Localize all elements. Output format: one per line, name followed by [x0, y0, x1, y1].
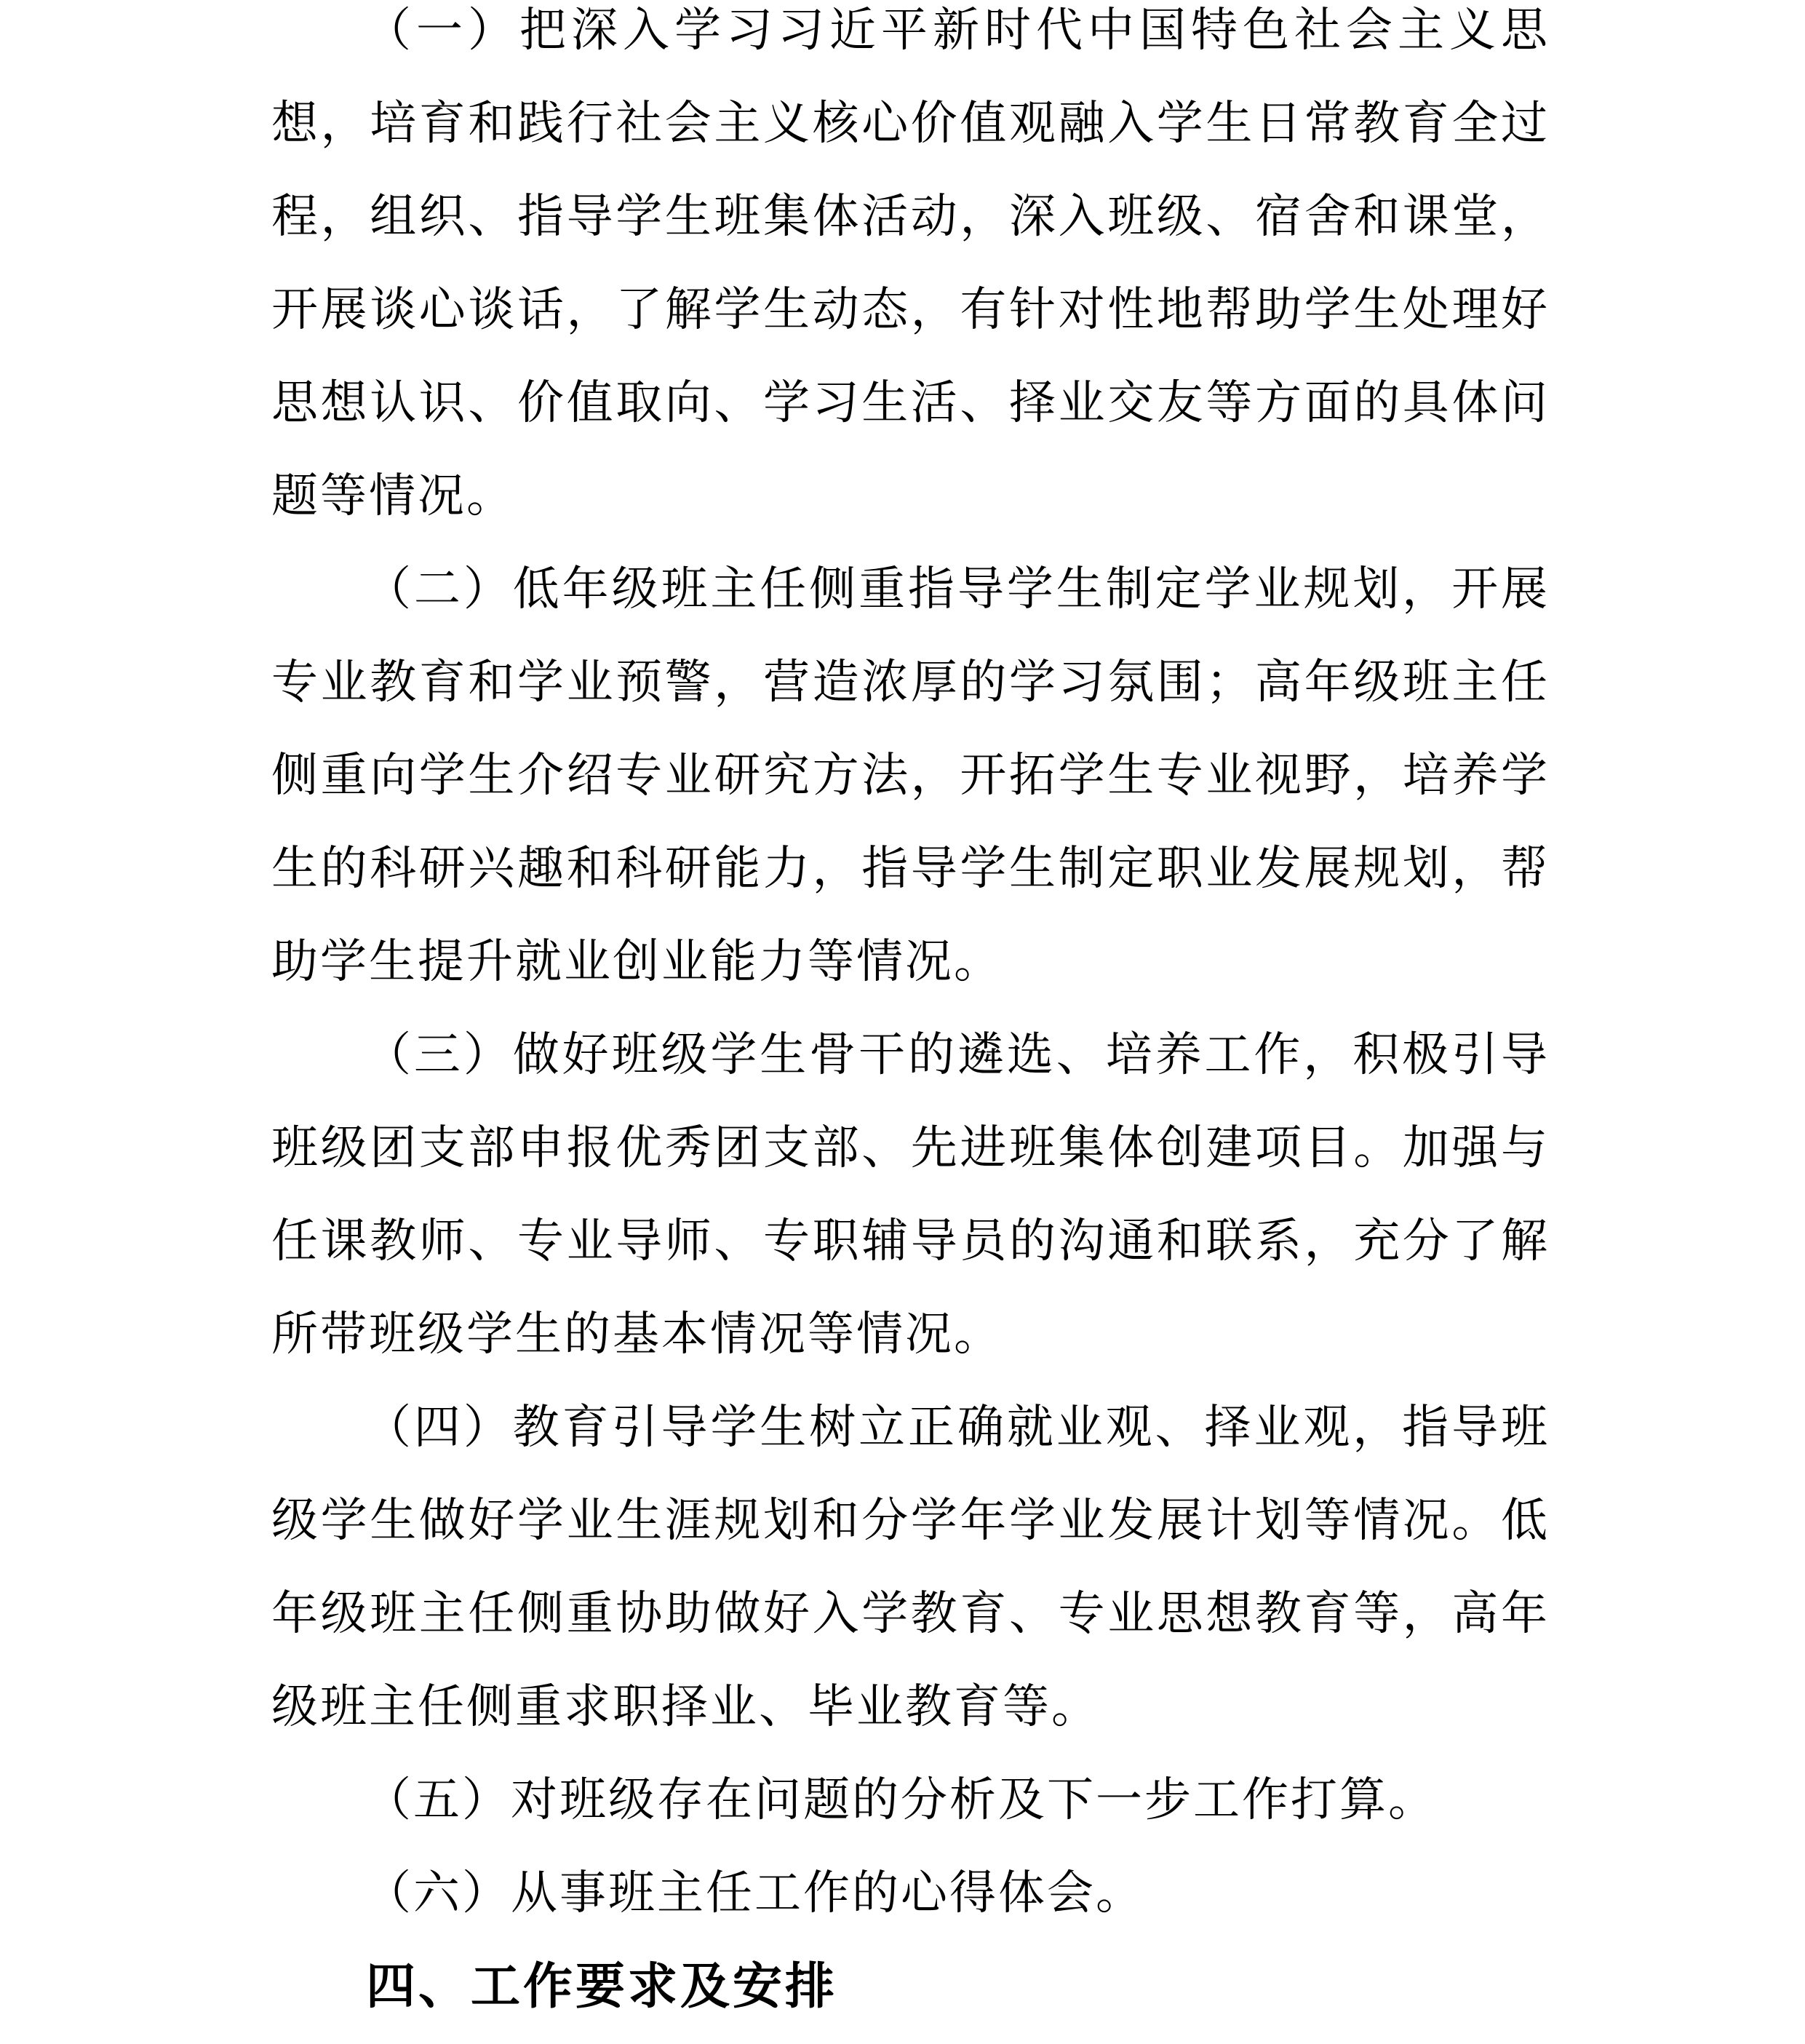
paragraph-item-5: （五）对班级存在问题的分析及下一步工作打算。 — [364, 1774, 1437, 1826]
paragraph-item-2: （二）低年级班主任侧重指导学生制定学业规划，开展专业教育和学业预警，营造浓厚的学习氛围；高年级班主任侧重向学生介绍专业研究方法，开拓学生专业视野，培养学生的科研兴趣和科研能力，指导学生制定职业发展规划，帮助学生提升就业创业能力等情况。 — [271, 563, 1550, 987]
paragraph-item-3: （三）做好班级学生骨干的遴选、培养工作，积极引导班级团支部申报优秀团支部、先进班集体创建项目。加强与任课教师、专业导师、专职辅导员的沟通和联系，充分了解所带班级学生的基本情况等情况。 — [271, 1029, 1550, 1360]
paragraph-item-6: （六）从事班主任工作的心得体会。 — [364, 1867, 1144, 1919]
paragraph-item-1: （一）把深入学习习近平新时代中国特色社会主义思想，培育和践行社会主义核心价值观融入学生日常教育全过程，组织、指导学生班集体活动，深入班级、宿舍和课堂，开展谈心谈话，了解学生动态，有针对性地帮助学生处理好思想认识、价值取向、学习生活、择业交友等方面的具体问题等情况。 — [271, 4, 1550, 522]
section-heading: 四、工作要求及安排 — [366, 1959, 838, 2014]
document-content — [271, 0, 1550, 2033]
paragraph-item-4: （四）教育引导学生树立正确就业观、择业观，指导班级学生做好学业生涯规划和分学年学业发展计划等情况。低年级班主任侧重协助做好入学教育、专业思想教育等，高年级班主任侧重求职择业、毕业教育等。 — [271, 1401, 1550, 1733]
